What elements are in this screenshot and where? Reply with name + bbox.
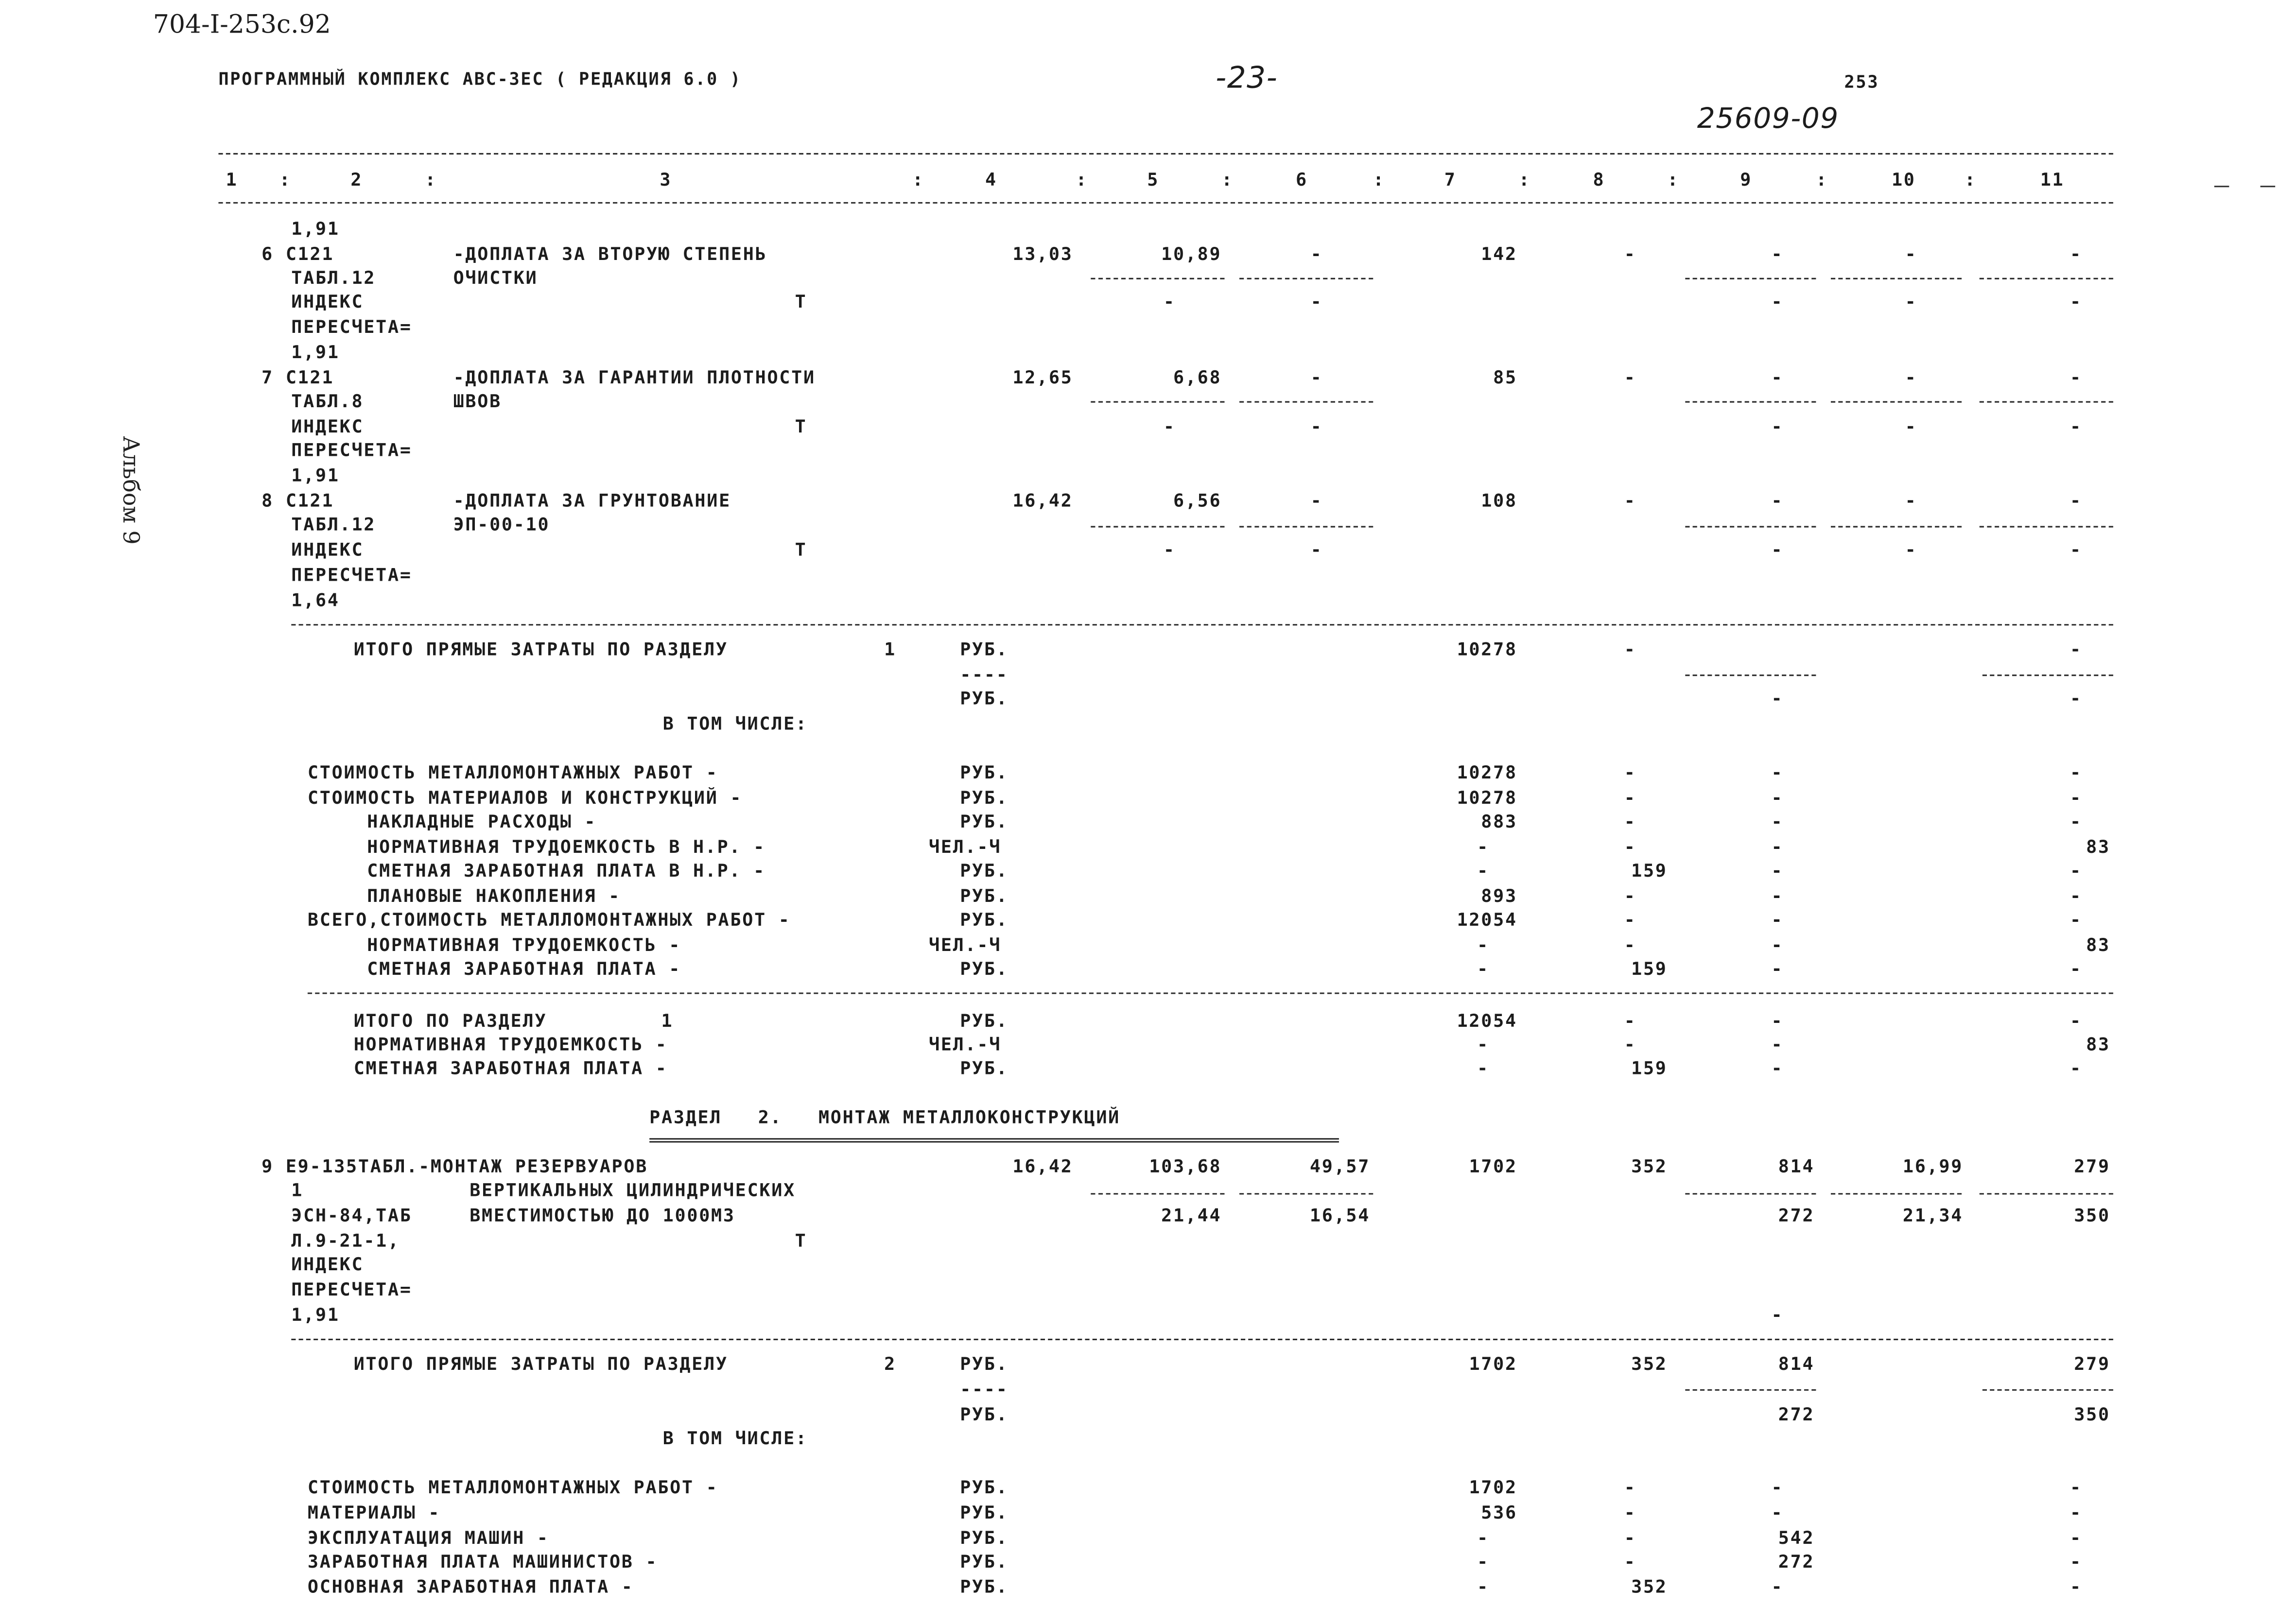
table-cell: ШВОВ: [453, 391, 502, 412]
sub-rule: [1831, 526, 1962, 527]
table-cell: -: [2070, 811, 2082, 832]
table-cell: 1: [884, 639, 896, 660]
table-cell: -: [1310, 490, 1323, 511]
table-cell: СМЕТНАЯ ЗАРАБОТНАЯ ПЛАТА -: [367, 958, 681, 979]
table-cell: 272: [1778, 1404, 1815, 1425]
column-separator: :: [425, 169, 437, 190]
table-cell: -: [1771, 1058, 1784, 1079]
table-cell: МАТЕРИАЛЫ -: [307, 1502, 441, 1523]
table-cell: РУБ.: [960, 885, 1009, 907]
subtotal-rule: [308, 992, 2113, 994]
column-separator: :: [1816, 169, 1828, 190]
sub-rule: [1091, 1193, 1224, 1194]
sub-rule: [1831, 278, 1962, 279]
table-cell: Т: [795, 539, 807, 560]
table-cell: РУБ.: [960, 909, 1009, 931]
table-cell: РУБ.: [960, 1404, 1009, 1425]
table-cell: 2: [884, 1353, 896, 1375]
table-cell: 1: [661, 1010, 674, 1031]
table-cell: 10278: [1457, 639, 1517, 660]
table-cell: 83: [2086, 1034, 2110, 1055]
section-total-rule: [291, 624, 2113, 625]
table-cell: ВЕРТИКАЛЬНЫХ ЦИЛИНДРИЧЕСКИХ: [470, 1179, 796, 1201]
table-cell: ЭП-00-10: [453, 514, 550, 535]
table-cell: 83: [2086, 934, 2110, 956]
sub-rule: [1983, 1389, 2113, 1391]
table-cell: -: [1771, 836, 1784, 858]
table-cell: -: [1624, 490, 1636, 511]
sub-rule: [1980, 401, 2113, 403]
table-cell: -: [1624, 811, 1636, 832]
section-title-underline: [649, 1138, 1339, 1142]
table-cell: -: [1624, 1010, 1636, 1031]
table-cell: 350: [2074, 1205, 2110, 1226]
table-cell: -: [1477, 1034, 1489, 1055]
table-cell: -: [1310, 291, 1323, 312]
table-cell: -: [1477, 1576, 1489, 1597]
sub-rule: [1239, 1193, 1373, 1194]
table-cell: 6 С121: [261, 243, 334, 265]
table-cell: 16,99: [1902, 1156, 1964, 1177]
table-cell: -: [1624, 1527, 1636, 1549]
table-cell: -: [2070, 958, 2082, 979]
table-cell: -: [1624, 762, 1636, 783]
sub-rule: [1091, 401, 1224, 403]
column-separator: :: [1076, 169, 1088, 190]
sub-rule: [1091, 278, 1224, 279]
table-cell: РУБ.: [960, 1353, 1009, 1375]
table-cell: 12054: [1457, 1010, 1517, 1031]
column-number: 6: [1296, 169, 1308, 190]
column-number: 5: [1147, 169, 1160, 190]
table-cell: -: [1771, 291, 1784, 312]
album-number: 25609-09: [1697, 102, 1839, 136]
table-cell: -: [1771, 1034, 1784, 1055]
table-cell: 1702: [1469, 1353, 1517, 1375]
table-cell: ----: [960, 1379, 1009, 1400]
table-cell: -: [2070, 367, 2082, 388]
table-cell: -ДОПЛАТА ЗА ГРУНТОВАНИЕ: [453, 490, 731, 511]
table-cell: РУБ.: [960, 1576, 1009, 1597]
table-cell: ЭКСПЛУАТАЦИЯ МАШИН -: [307, 1527, 549, 1549]
table-cell: ИТОГО ПРЯМЫЕ ЗАТРАТЫ ПО РАЗДЕЛУ: [353, 639, 728, 660]
column-number: 1: [226, 169, 238, 190]
table-cell: -: [1771, 490, 1784, 511]
table-cell: Т: [795, 291, 807, 312]
table-cell: -: [1771, 1010, 1784, 1031]
sheet-code: 253: [1844, 71, 1879, 92]
table-cell: 352: [1631, 1576, 1668, 1597]
table-cell: -: [1905, 490, 1917, 511]
table-cell: 7 С121: [261, 367, 334, 388]
column-number: 2: [350, 169, 363, 190]
table-cell: 10278: [1457, 787, 1517, 809]
table-cell: -: [1771, 1304, 1784, 1326]
table-cell: -: [1905, 367, 1917, 388]
table-cell: -: [1477, 1527, 1489, 1549]
table-cell: 1: [291, 1179, 304, 1201]
table-cell: СМЕТНАЯ ЗАРАБОТНАЯ ПЛАТА -: [353, 1058, 668, 1079]
table-cell: СТОИМОСТЬ МЕТАЛЛОМОНТАЖНЫХ РАБОТ -: [307, 1477, 718, 1498]
header-bottom-rule: [218, 202, 2113, 204]
table-cell: ЧЕЛ.-Ч: [929, 1034, 1002, 1055]
table-cell: -: [2070, 1551, 2082, 1572]
table-cell: ВСЕГО,СТОИМОСТЬ МЕТАЛЛОМОНТАЖНЫХ РАБОТ -: [307, 909, 791, 931]
table-cell: 1702: [1469, 1156, 1517, 1177]
table-cell: ОСНОВНАЯ ЗАРАБОТНАЯ ПЛАТА -: [307, 1576, 634, 1597]
table-cell: -: [1624, 787, 1636, 809]
table-cell: -: [2070, 1058, 2082, 1079]
table-cell: 85: [1493, 367, 1517, 388]
table-cell: 279: [2074, 1156, 2110, 1177]
table-cell: -: [2070, 243, 2082, 265]
table-cell: 1,91: [291, 218, 340, 240]
table-cell: ПЕРЕСЧЕТА=: [291, 1279, 412, 1300]
table-cell: 883: [1481, 811, 1517, 832]
table-cell: -: [1624, 909, 1636, 931]
table-cell: -: [1771, 909, 1784, 931]
table-cell: -: [2070, 1527, 2082, 1549]
sub-rule: [1685, 1193, 1816, 1194]
table-cell: РУБ.: [960, 1477, 1009, 1498]
sub-rule: [1685, 526, 1816, 527]
table-cell: -: [1624, 885, 1636, 907]
table-cell: 1702: [1469, 1477, 1517, 1498]
column-number: 11: [2040, 169, 2065, 190]
table-cell: ИНДЕКС: [291, 539, 364, 560]
table-cell: -: [1905, 291, 1917, 312]
table-cell: 10278: [1457, 762, 1517, 783]
table-cell: 893: [1481, 885, 1517, 907]
table-cell: 13,03: [1012, 243, 1073, 265]
table-cell: ЧЕЛ.-Ч: [929, 934, 1002, 956]
table-cell: -: [2070, 688, 2082, 709]
table-cell: ИНДЕКС: [291, 291, 364, 312]
table-cell: -: [1477, 958, 1489, 979]
table-cell: В ТОМ ЧИСЛЕ:: [662, 1428, 808, 1449]
table-cell: 272: [1778, 1551, 1815, 1572]
table-cell: 103,68: [1149, 1156, 1222, 1177]
sub-rule: [1980, 278, 2113, 279]
table-cell: -: [1771, 243, 1784, 265]
table-cell: -: [2070, 909, 2082, 931]
table-cell: 1,91: [291, 465, 340, 486]
table-cell: ИНДЕКС: [291, 416, 364, 437]
table-cell: ЭСН-84,ТАБ: [291, 1205, 412, 1226]
table-cell: 542: [1778, 1527, 1815, 1549]
document-code: 704-I-253с.92: [153, 10, 331, 40]
table-cell: 814: [1778, 1156, 1815, 1177]
column-separator: :: [1964, 169, 1977, 190]
table-cell: 16,42: [1012, 490, 1073, 511]
table-cell: ОЧИСТКИ: [453, 267, 538, 289]
table-cell: 12,65: [1012, 367, 1073, 388]
table-cell: 12054: [1457, 909, 1517, 931]
table-cell: ТАБЛ.12: [291, 514, 376, 535]
table-cell: -: [1163, 291, 1176, 312]
table-cell: 352: [1631, 1353, 1668, 1375]
table-cell: -: [2070, 416, 2082, 437]
column-number: 4: [985, 169, 997, 190]
table-cell: -: [2070, 762, 2082, 783]
table-cell: -: [2070, 639, 2082, 660]
table-cell: ----: [960, 664, 1009, 685]
table-cell: РУБ.: [960, 688, 1009, 709]
table-cell: НОРМАТИВНАЯ ТРУДОЕМКОСТЬ -: [367, 934, 681, 956]
table-cell: -: [1477, 1551, 1489, 1572]
column-number: 10: [1891, 169, 1916, 190]
table-cell: РУБ.: [960, 1527, 1009, 1549]
table-cell: 6,68: [1173, 367, 1222, 388]
margin-mark: [2214, 186, 2229, 187]
column-separator: :: [1373, 169, 1385, 190]
table-cell: СМЕТНАЯ ЗАРАБОТНАЯ ПЛАТА В Н.Р. -: [367, 860, 766, 881]
table-cell: ВМЕСТИМОСТЬЮ ДО 1000М3: [470, 1205, 735, 1226]
table-cell: РУБ.: [960, 860, 1009, 881]
table-cell: ПЕРЕСЧЕТА=: [291, 564, 412, 586]
column-separator: :: [1221, 169, 1234, 190]
table-cell: НОРМАТИВНАЯ ТРУДОЕМКОСТЬ -: [353, 1034, 668, 1055]
table-cell: ЧЕЛ.-Ч: [929, 836, 1002, 858]
table-cell: ПЛАНОВЫЕ НАКОПЛЕНИЯ -: [367, 885, 621, 907]
sub-rule: [1091, 526, 1224, 527]
table-cell: -: [1477, 860, 1489, 881]
margin-mark: [2261, 186, 2276, 187]
table-cell: 159: [1631, 958, 1668, 979]
table-cell: 350: [2074, 1404, 2110, 1425]
table-cell: Л.9-21-1,: [291, 1230, 400, 1251]
table-cell: -: [1771, 1502, 1784, 1523]
table-cell: -: [1771, 367, 1784, 388]
table-cell: РУБ.: [960, 1502, 1009, 1523]
table-cell: -: [1310, 539, 1323, 560]
table-cell: -: [1477, 836, 1489, 858]
table-cell: 8 С121: [261, 490, 334, 511]
sub-rule: [1831, 401, 1962, 403]
table-top-rule: [218, 153, 2113, 155]
table-cell: ПЕРЕСЧЕТА=: [291, 440, 412, 461]
sub-rule: [1685, 401, 1816, 403]
sub-rule: [1831, 1193, 1962, 1194]
table-cell: ИТОГО ПО РАЗДЕЛУ: [353, 1010, 547, 1031]
table-cell: -: [1771, 958, 1784, 979]
table-cell: -: [1624, 1551, 1636, 1572]
table-cell: 16,42: [1012, 1156, 1073, 1177]
table-cell: -: [2070, 1576, 2082, 1597]
table-cell: 16,54: [1309, 1205, 1371, 1226]
column-number: 8: [1593, 169, 1605, 190]
table-cell: -: [1163, 416, 1176, 437]
table-cell: 352: [1631, 1156, 1668, 1177]
table-cell: 814: [1778, 1353, 1815, 1375]
column-separator: :: [279, 169, 292, 190]
table-cell: -: [1771, 787, 1784, 809]
program-header: ПРОГРАММНЫЙ КОМПЛЕКС АВС-ЗЕС ( РЕДАКЦИЯ 6.0 ): [218, 68, 742, 89]
table-cell: 10,89: [1161, 243, 1222, 265]
table-cell: 9 Е9-135ТАБЛ.-МОНТАЖ РЕЗЕРВУАРОВ: [261, 1156, 648, 1177]
sub-rule: [1685, 278, 1816, 279]
column-separator: :: [912, 169, 925, 190]
table-cell: -: [1771, 1576, 1784, 1597]
table-cell: 279: [2074, 1353, 2110, 1375]
album-side-label: Альбом 9: [117, 436, 144, 545]
table-cell: -: [2070, 1010, 2082, 1031]
table-cell: РУБ.: [960, 639, 1009, 660]
table-cell: -: [2070, 291, 2082, 312]
table-cell: -: [1771, 1477, 1784, 1498]
table-cell: -: [1771, 539, 1784, 560]
table-cell: 536: [1481, 1502, 1517, 1523]
table-cell: -: [1310, 367, 1323, 388]
table-cell: Т: [795, 416, 807, 437]
table-cell: -: [1771, 416, 1784, 437]
table-cell: -: [2070, 490, 2082, 511]
table-cell: -: [1624, 1477, 1636, 1498]
table-cell: -: [1905, 416, 1917, 437]
table-cell: В ТОМ ЧИСЛЕ:: [662, 713, 808, 734]
table-cell: 1,91: [291, 1304, 340, 1326]
table-cell: -: [1624, 639, 1636, 660]
table-cell: РУБ.: [960, 1058, 1009, 1079]
sub-rule: [1239, 278, 1373, 279]
table-cell: РУБ.: [960, 787, 1009, 809]
table-cell: -: [1905, 243, 1917, 265]
table-cell: -: [2070, 1502, 2082, 1523]
column-number: 3: [660, 169, 672, 190]
sub-rule: [1685, 674, 1816, 676]
table-cell: -ДОПЛАТА ЗА ГАРАНТИИ ПЛОТНОСТИ: [453, 367, 816, 388]
table-cell: ИНДЕКС: [291, 1254, 364, 1275]
sub-rule: [1685, 1389, 1816, 1391]
table-cell: Т: [795, 1230, 807, 1251]
table-cell: СТОИМОСТЬ МЕТАЛЛОМОНТАЖНЫХ РАБОТ -: [307, 762, 718, 783]
sub-rule: [1980, 526, 2113, 527]
table-cell: 159: [1631, 1058, 1668, 1079]
sub-rule: [1239, 526, 1373, 527]
table-cell: РУБ.: [960, 811, 1009, 832]
table-cell: -: [1771, 811, 1784, 832]
table-cell: РУБ.: [960, 1551, 1009, 1572]
table-cell: ТАБЛ.12: [291, 267, 376, 289]
table-cell: 272: [1778, 1205, 1815, 1226]
column-separator: :: [1518, 169, 1531, 190]
table-cell: -: [1477, 934, 1489, 956]
table-cell: 159: [1631, 860, 1668, 881]
table-cell: 1,64: [291, 589, 340, 611]
table-cell: 21,34: [1902, 1205, 1964, 1226]
table-cell: ПЕРЕСЧЕТА=: [291, 316, 412, 338]
table-cell: СТОИМОСТЬ МАТЕРИАЛОВ И КОНСТРУКЦИЙ -: [307, 787, 743, 809]
table-cell: -ДОПЛАТА ЗА ВТОРУЮ СТЕПЕНЬ: [453, 243, 767, 265]
table-cell: РУБ.: [960, 762, 1009, 783]
table-cell: 21,44: [1161, 1205, 1222, 1226]
table-cell: -: [1771, 885, 1784, 907]
section-total-rule: [291, 1339, 2113, 1340]
table-cell: 142: [1481, 243, 1517, 265]
table-cell: 6,56: [1173, 490, 1222, 511]
table-cell: 83: [2086, 836, 2110, 858]
table-cell: -: [1477, 1058, 1489, 1079]
table-cell: ЗАРАБОТНАЯ ПЛАТА МАШИНИСТОВ -: [307, 1551, 658, 1572]
table-cell: -: [1624, 934, 1636, 956]
table-cell: -: [1624, 367, 1636, 388]
table-cell: -: [1163, 539, 1176, 560]
table-cell: -: [1771, 860, 1784, 881]
column-number: 9: [1740, 169, 1753, 190]
table-cell: 1,91: [291, 342, 340, 363]
page-number: -23-: [1216, 59, 1278, 95]
column-number: 7: [1444, 169, 1457, 190]
sub-rule: [1980, 1193, 2113, 1194]
table-cell: -: [1905, 539, 1917, 560]
table-cell: -: [2070, 885, 2082, 907]
table-cell: -: [1624, 243, 1636, 265]
table-cell: ИТОГО ПРЯМЫЕ ЗАТРАТЫ ПО РАЗДЕЛУ: [353, 1353, 728, 1375]
table-cell: -: [1771, 934, 1784, 956]
table-cell: -: [1624, 836, 1636, 858]
sub-rule: [1983, 674, 2113, 676]
table-cell: -: [1624, 1502, 1636, 1523]
table-cell: -: [2070, 860, 2082, 881]
sub-rule: [1239, 401, 1373, 403]
table-cell: -: [1771, 688, 1784, 709]
table-cell: РАЗДЕЛ 2. МОНТАЖ МЕТАЛЛОКОНСТРУКЦИЙ: [649, 1106, 1121, 1128]
table-cell: НОРМАТИВНАЯ ТРУДОЕМКОСТЬ В Н.Р. -: [367, 836, 766, 858]
table-cell: -: [2070, 1477, 2082, 1498]
table-cell: НАКЛАДНЫЕ РАСХОДЫ -: [367, 811, 597, 832]
table-cell: 108: [1481, 490, 1517, 511]
table-cell: РУБ.: [960, 958, 1009, 979]
column-separator: :: [1667, 169, 1680, 190]
table-cell: РУБ.: [960, 1010, 1009, 1031]
table-cell: -: [1624, 1034, 1636, 1055]
table-cell: -: [2070, 787, 2082, 809]
table-cell: -: [2070, 539, 2082, 560]
table-cell: ТАБЛ.8: [291, 391, 364, 412]
table-cell: -: [1310, 243, 1323, 265]
table-cell: -: [1310, 416, 1323, 437]
table-cell: -: [1771, 762, 1784, 783]
table-cell: 49,57: [1309, 1156, 1371, 1177]
